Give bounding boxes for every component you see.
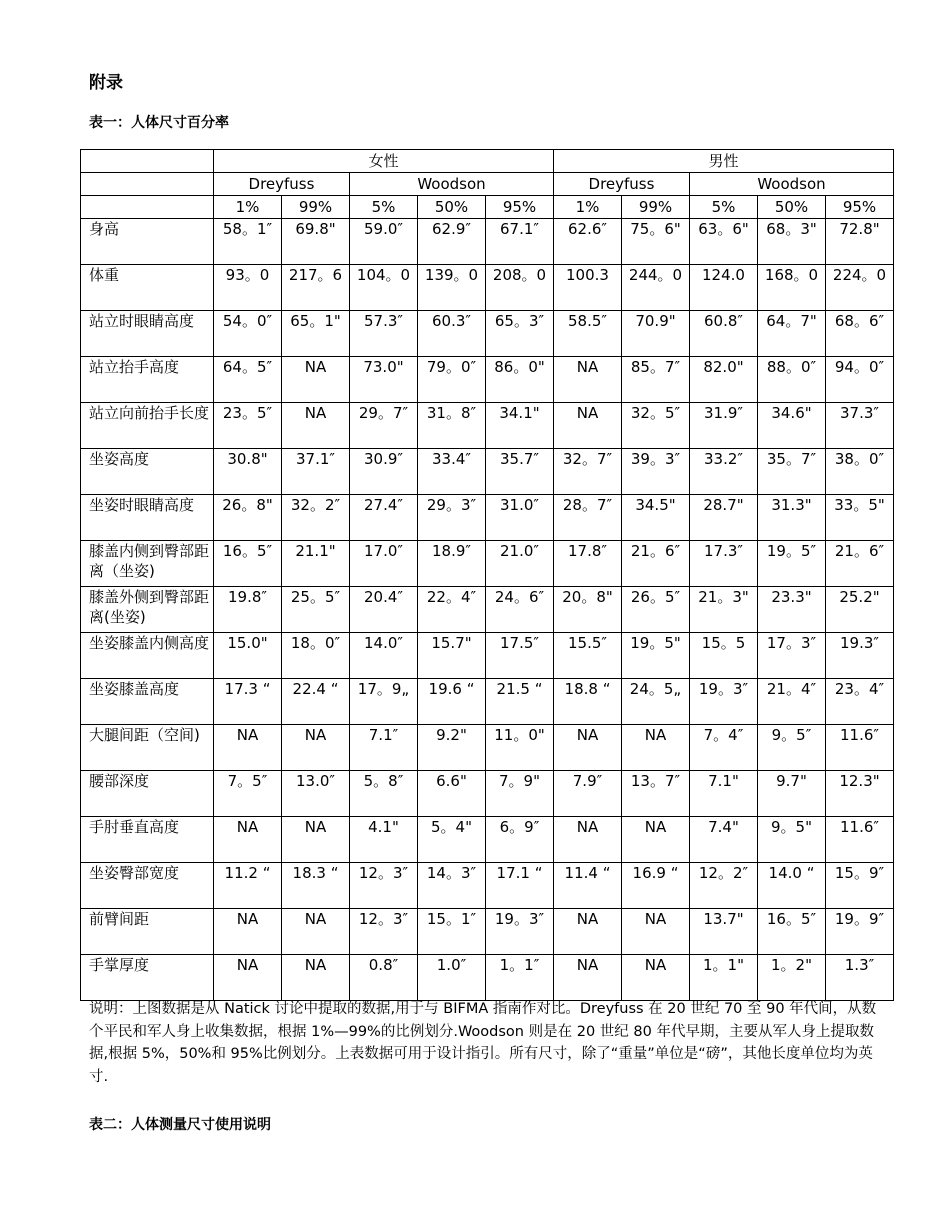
table-cell: 15。9″ [826, 863, 894, 909]
appendix-heading: 附录 [89, 73, 123, 93]
table-cell: 35。7″ [758, 449, 826, 495]
table-cell: 15.7" [418, 633, 486, 679]
table-cell: 18.3 “ [282, 863, 350, 909]
table-cell: 60.8″ [690, 311, 758, 357]
corner-cell [81, 173, 214, 196]
table-cell: 7。9" [486, 771, 554, 817]
table-cell: 28.7" [690, 495, 758, 541]
source-header: Woodson [350, 173, 554, 196]
table-cell: 25.2" [826, 587, 894, 633]
table-cell: 94。0″ [826, 357, 894, 403]
table-cell: 9.2" [418, 725, 486, 771]
row-label: 坐姿膝盖内侧高度 [81, 633, 214, 679]
table-cell: NA [282, 403, 350, 449]
table-cell: NA [214, 725, 282, 771]
table-cell: 7。5″ [214, 771, 282, 817]
table-cell: 21。4″ [758, 679, 826, 725]
row-label: 坐姿臀部宽度 [81, 863, 214, 909]
table-cell: 11.2 “ [214, 863, 282, 909]
table-cell: NA [214, 955, 282, 1001]
table-cell: NA [554, 403, 622, 449]
table-cell: 35.7″ [486, 449, 554, 495]
table-cell: NA [282, 357, 350, 403]
table-row [81, 863, 894, 909]
table-cell: 6。9″ [486, 817, 554, 863]
source-header: Dreyfuss [554, 173, 690, 196]
corner-cell [81, 150, 214, 173]
table-cell: 4.1" [350, 817, 418, 863]
table-cell: 18.9″ [418, 541, 486, 587]
table-cell: 15。1″ [418, 909, 486, 955]
table-cell: 139。0 [418, 265, 486, 311]
row-label: 站立抬手高度 [81, 357, 214, 403]
table-cell: 17.3″ [690, 541, 758, 587]
table-cell: 18.8 “ [554, 679, 622, 725]
table-cell: 27.4″ [350, 495, 418, 541]
row-label: 大腿间距（空间) [81, 725, 214, 771]
table-cell: 5。4" [418, 817, 486, 863]
table-cell: 1.0″ [418, 955, 486, 1001]
table-cell: 1。1″ [486, 955, 554, 1001]
table-row [81, 725, 894, 771]
table-cell: NA [554, 955, 622, 1001]
table-cell: 68。3" [758, 219, 826, 265]
table-cell: 21.1" [282, 541, 350, 587]
table-cell: 33.2″ [690, 449, 758, 495]
table-cell: NA [282, 817, 350, 863]
table-cell: 7。4″ [690, 725, 758, 771]
male-header: 男性 [554, 150, 894, 173]
table-cell: 12.3" [826, 771, 894, 817]
table-cell: 14.0″ [350, 633, 418, 679]
table-cell: 21。6″ [826, 541, 894, 587]
percentile-header: 95% [826, 196, 894, 219]
body-dimensions-table [80, 149, 894, 1001]
table2-title: 表二：人体测量尺寸使用说明 [89, 1117, 271, 1133]
table-cell: 11.6″ [826, 725, 894, 771]
table-cell: 63。6" [690, 219, 758, 265]
table-cell: 73.0" [350, 357, 418, 403]
row-label: 前臂间距 [81, 909, 214, 955]
table-cell: 168。0 [758, 265, 826, 311]
row-label: 体重 [81, 265, 214, 311]
table-cell: 9。5″ [758, 725, 826, 771]
row-label: 身高 [81, 219, 214, 265]
table-cell: 58。1″ [214, 219, 282, 265]
table-cell: 64。5″ [214, 357, 282, 403]
table-cell: 19.6 “ [418, 679, 486, 725]
table-cell: 70.9" [622, 311, 690, 357]
table-cell: 29。7″ [350, 403, 418, 449]
table-cell: 69.8" [282, 219, 350, 265]
table-row [81, 403, 894, 449]
percentile-header: 99% [282, 196, 350, 219]
table-cell: 65。1" [282, 311, 350, 357]
table-cell: 25。5″ [282, 587, 350, 633]
table-cell: 208。0 [486, 265, 554, 311]
table-cell: 28。7″ [554, 495, 622, 541]
table-cell: 1。2" [758, 955, 826, 1001]
table-cell: 62.9″ [418, 219, 486, 265]
table-cell: 21.0″ [486, 541, 554, 587]
table-cell: 13.0″ [282, 771, 350, 817]
table-row [81, 587, 894, 633]
table-cell: 93。0 [214, 265, 282, 311]
table-cell: 104。0 [350, 265, 418, 311]
table-cell: 1.3″ [826, 955, 894, 1001]
table-cell: 20。8" [554, 587, 622, 633]
table-cell: 17.0″ [350, 541, 418, 587]
table-cell: 22.4 “ [282, 679, 350, 725]
table-cell: NA [282, 955, 350, 1001]
table-cell: 21。3" [690, 587, 758, 633]
table-cell: NA [282, 725, 350, 771]
table-cell: 32。5″ [622, 403, 690, 449]
table-cell: 30.9″ [350, 449, 418, 495]
table-cell: 23。4″ [826, 679, 894, 725]
table-row [81, 219, 894, 265]
table-cell: NA [554, 909, 622, 955]
table-row [81, 955, 894, 1001]
row-label: 腰部深度 [81, 771, 214, 817]
row-label: 膝盖外侧到臀部距离(坐姿) [81, 587, 214, 633]
table-cell: 19。9″ [826, 909, 894, 955]
table-cell: 12。3″ [350, 909, 418, 955]
table-cell: 12。3″ [350, 863, 418, 909]
source-header-row [81, 173, 894, 196]
table-cell: 224。0 [826, 265, 894, 311]
row-label: 手掌厚度 [81, 955, 214, 1001]
table-cell: 62.6″ [554, 219, 622, 265]
table-cell: 26。8" [214, 495, 282, 541]
row-label: 坐姿膝盖高度 [81, 679, 214, 725]
row-label: 坐姿时眼睛高度 [81, 495, 214, 541]
table-cell: 5。8″ [350, 771, 418, 817]
table-cell: 67.1″ [486, 219, 554, 265]
table-cell: 39。3″ [622, 449, 690, 495]
table-cell: NA [554, 357, 622, 403]
table-cell: 7.9″ [554, 771, 622, 817]
table1-title: 表一：人体尺寸百分率 [89, 115, 229, 131]
table-cell: 17.1 “ [486, 863, 554, 909]
percentile-header: 95% [486, 196, 554, 219]
table-row [81, 449, 894, 495]
table-cell: 19。3″ [486, 909, 554, 955]
table-cell: 9。5" [758, 817, 826, 863]
table-cell: NA [622, 909, 690, 955]
table-cell: 24。5„ [622, 679, 690, 725]
table-cell: 14。3″ [418, 863, 486, 909]
table-cell: 21。6″ [622, 541, 690, 587]
percentile-header: 50% [758, 196, 826, 219]
percentile-header: 5% [690, 196, 758, 219]
table-cell: 72.8" [826, 219, 894, 265]
table-cell: 30.8" [214, 449, 282, 495]
table-cell: 13。7″ [622, 771, 690, 817]
table-row [81, 633, 894, 679]
table-cell: 17。9„ [350, 679, 418, 725]
table-cell: 7.1″ [350, 725, 418, 771]
table-cell: 19.8″ [214, 587, 282, 633]
table-cell: 34.1" [486, 403, 554, 449]
table-row [81, 311, 894, 357]
female-header: 女性 [214, 150, 554, 173]
table-cell: 19.3″ [826, 633, 894, 679]
table-cell: 23.3" [758, 587, 826, 633]
table-cell: 16.9 “ [622, 863, 690, 909]
table-cell: 34.6" [758, 403, 826, 449]
table-cell: 32。7″ [554, 449, 622, 495]
table-row [81, 495, 894, 541]
table-cell: 86。0" [486, 357, 554, 403]
table-cell: 21.5 “ [486, 679, 554, 725]
table-cell: NA [622, 725, 690, 771]
table-row [81, 817, 894, 863]
table-cell: 19。5" [622, 633, 690, 679]
table-cell: 31。8″ [418, 403, 486, 449]
row-label: 坐姿高度 [81, 449, 214, 495]
table-cell: 54。0″ [214, 311, 282, 357]
table-cell: 6.6" [418, 771, 486, 817]
table-cell: 75。6" [622, 219, 690, 265]
table-cell: 11.6″ [826, 817, 894, 863]
corner-cell [81, 196, 214, 219]
percentile-header: 1% [554, 196, 622, 219]
row-label: 膝盖内侧到臀部距离（坐姿) [81, 541, 214, 587]
table-row [81, 541, 894, 587]
table-cell: 17.5″ [486, 633, 554, 679]
percentile-header: 99% [622, 196, 690, 219]
table-cell: 9.7" [758, 771, 826, 817]
table-cell: 59.0″ [350, 219, 418, 265]
table-cell: 37.3″ [826, 403, 894, 449]
table-cell: 11。0" [486, 725, 554, 771]
table-cell: 7.4" [690, 817, 758, 863]
table-cell: 64。7" [758, 311, 826, 357]
table-cell: 33.4″ [418, 449, 486, 495]
table-cell: 14.0 “ [758, 863, 826, 909]
table-row [81, 357, 894, 403]
table-cell: NA [554, 725, 622, 771]
table-cell: 20.4″ [350, 587, 418, 633]
table-cell: 15.0" [214, 633, 282, 679]
table-cell: NA [214, 909, 282, 955]
table-row [81, 909, 894, 955]
table-cell: NA [282, 909, 350, 955]
table-cell: 0.8″ [350, 955, 418, 1001]
table-cell: 217。6 [282, 265, 350, 311]
table-cell: 17.8″ [554, 541, 622, 587]
table-cell: 13.7" [690, 909, 758, 955]
table-row [81, 679, 894, 725]
table-cell: 19。5″ [758, 541, 826, 587]
table-cell: NA [214, 817, 282, 863]
table-cell: 65。3″ [486, 311, 554, 357]
gender-header-row [81, 150, 894, 173]
table-row [81, 771, 894, 817]
table-cell: 82.0" [690, 357, 758, 403]
table-cell: 12。2″ [690, 863, 758, 909]
table-cell: 88。0″ [758, 357, 826, 403]
table-cell: 124.0 [690, 265, 758, 311]
row-label: 手肘垂直高度 [81, 817, 214, 863]
table-cell: 31.9″ [690, 403, 758, 449]
table-cell: 85。7″ [622, 357, 690, 403]
table-cell: 58.5″ [554, 311, 622, 357]
percentile-header: 1% [214, 196, 282, 219]
table-note: 说明：上图数据是从 Natick 讨论中提取的数据,用于与 BIFMA 指南作对比。Dreyfuss 在 20 世纪 70 至 90 年代间，从数个平民和军人身上收集数据，根据 1%—99%的比例划分.Woodson 则是在 20 世纪 80 年代早期，主要从军人身上提取数据,根据 5%，50%和 95%比例划分。上表数据可用于设计指引。所有尺寸，除了“重量”单位是“磅”，其他长度单位均为英寸. [89, 1001, 877, 1085]
percentile-header: 50% [418, 196, 486, 219]
table-cell: 11.4 “ [554, 863, 622, 909]
table-cell: 244。0 [622, 265, 690, 311]
table-cell: 24。6″ [486, 587, 554, 633]
table-cell: 15.5″ [554, 633, 622, 679]
table-cell: 57.3″ [350, 311, 418, 357]
table-cell: 38。0″ [826, 449, 894, 495]
table-cell: NA [622, 955, 690, 1001]
table-cell: 17.3 “ [214, 679, 282, 725]
table-cell: 31.0″ [486, 495, 554, 541]
table-cell: NA [622, 817, 690, 863]
table-cell: NA [554, 817, 622, 863]
table-cell: 1。1" [690, 955, 758, 1001]
source-header: Dreyfuss [214, 173, 350, 196]
table-cell: 31.3" [758, 495, 826, 541]
table-cell: 19。3″ [690, 679, 758, 725]
table-cell: 29。3″ [418, 495, 486, 541]
table-cell: 7.1" [690, 771, 758, 817]
row-label: 站立时眼睛高度 [81, 311, 214, 357]
table-cell: 32。2″ [282, 495, 350, 541]
table-cell: 22。4″ [418, 587, 486, 633]
table-cell: 23。5″ [214, 403, 282, 449]
table-cell: 37.1″ [282, 449, 350, 495]
table-cell: 16。5″ [758, 909, 826, 955]
table-cell: 68。6″ [826, 311, 894, 357]
table-row [81, 265, 894, 311]
percentile-header-row [81, 196, 894, 219]
table-cell: 34.5" [622, 495, 690, 541]
table-cell: 15。5 [690, 633, 758, 679]
table-cell: 100.3 [554, 265, 622, 311]
table-cell: 17。3″ [758, 633, 826, 679]
table-cell: 60.3″ [418, 311, 486, 357]
table-cell: 26。5″ [622, 587, 690, 633]
table-cell: 16。5″ [214, 541, 282, 587]
table-cell: 79。0″ [418, 357, 486, 403]
source-header: Woodson [690, 173, 894, 196]
percentile-header: 5% [350, 196, 418, 219]
table-cell: 18。0″ [282, 633, 350, 679]
row-label: 站立向前抬手长度 [81, 403, 214, 449]
table-cell: 33。5" [826, 495, 894, 541]
